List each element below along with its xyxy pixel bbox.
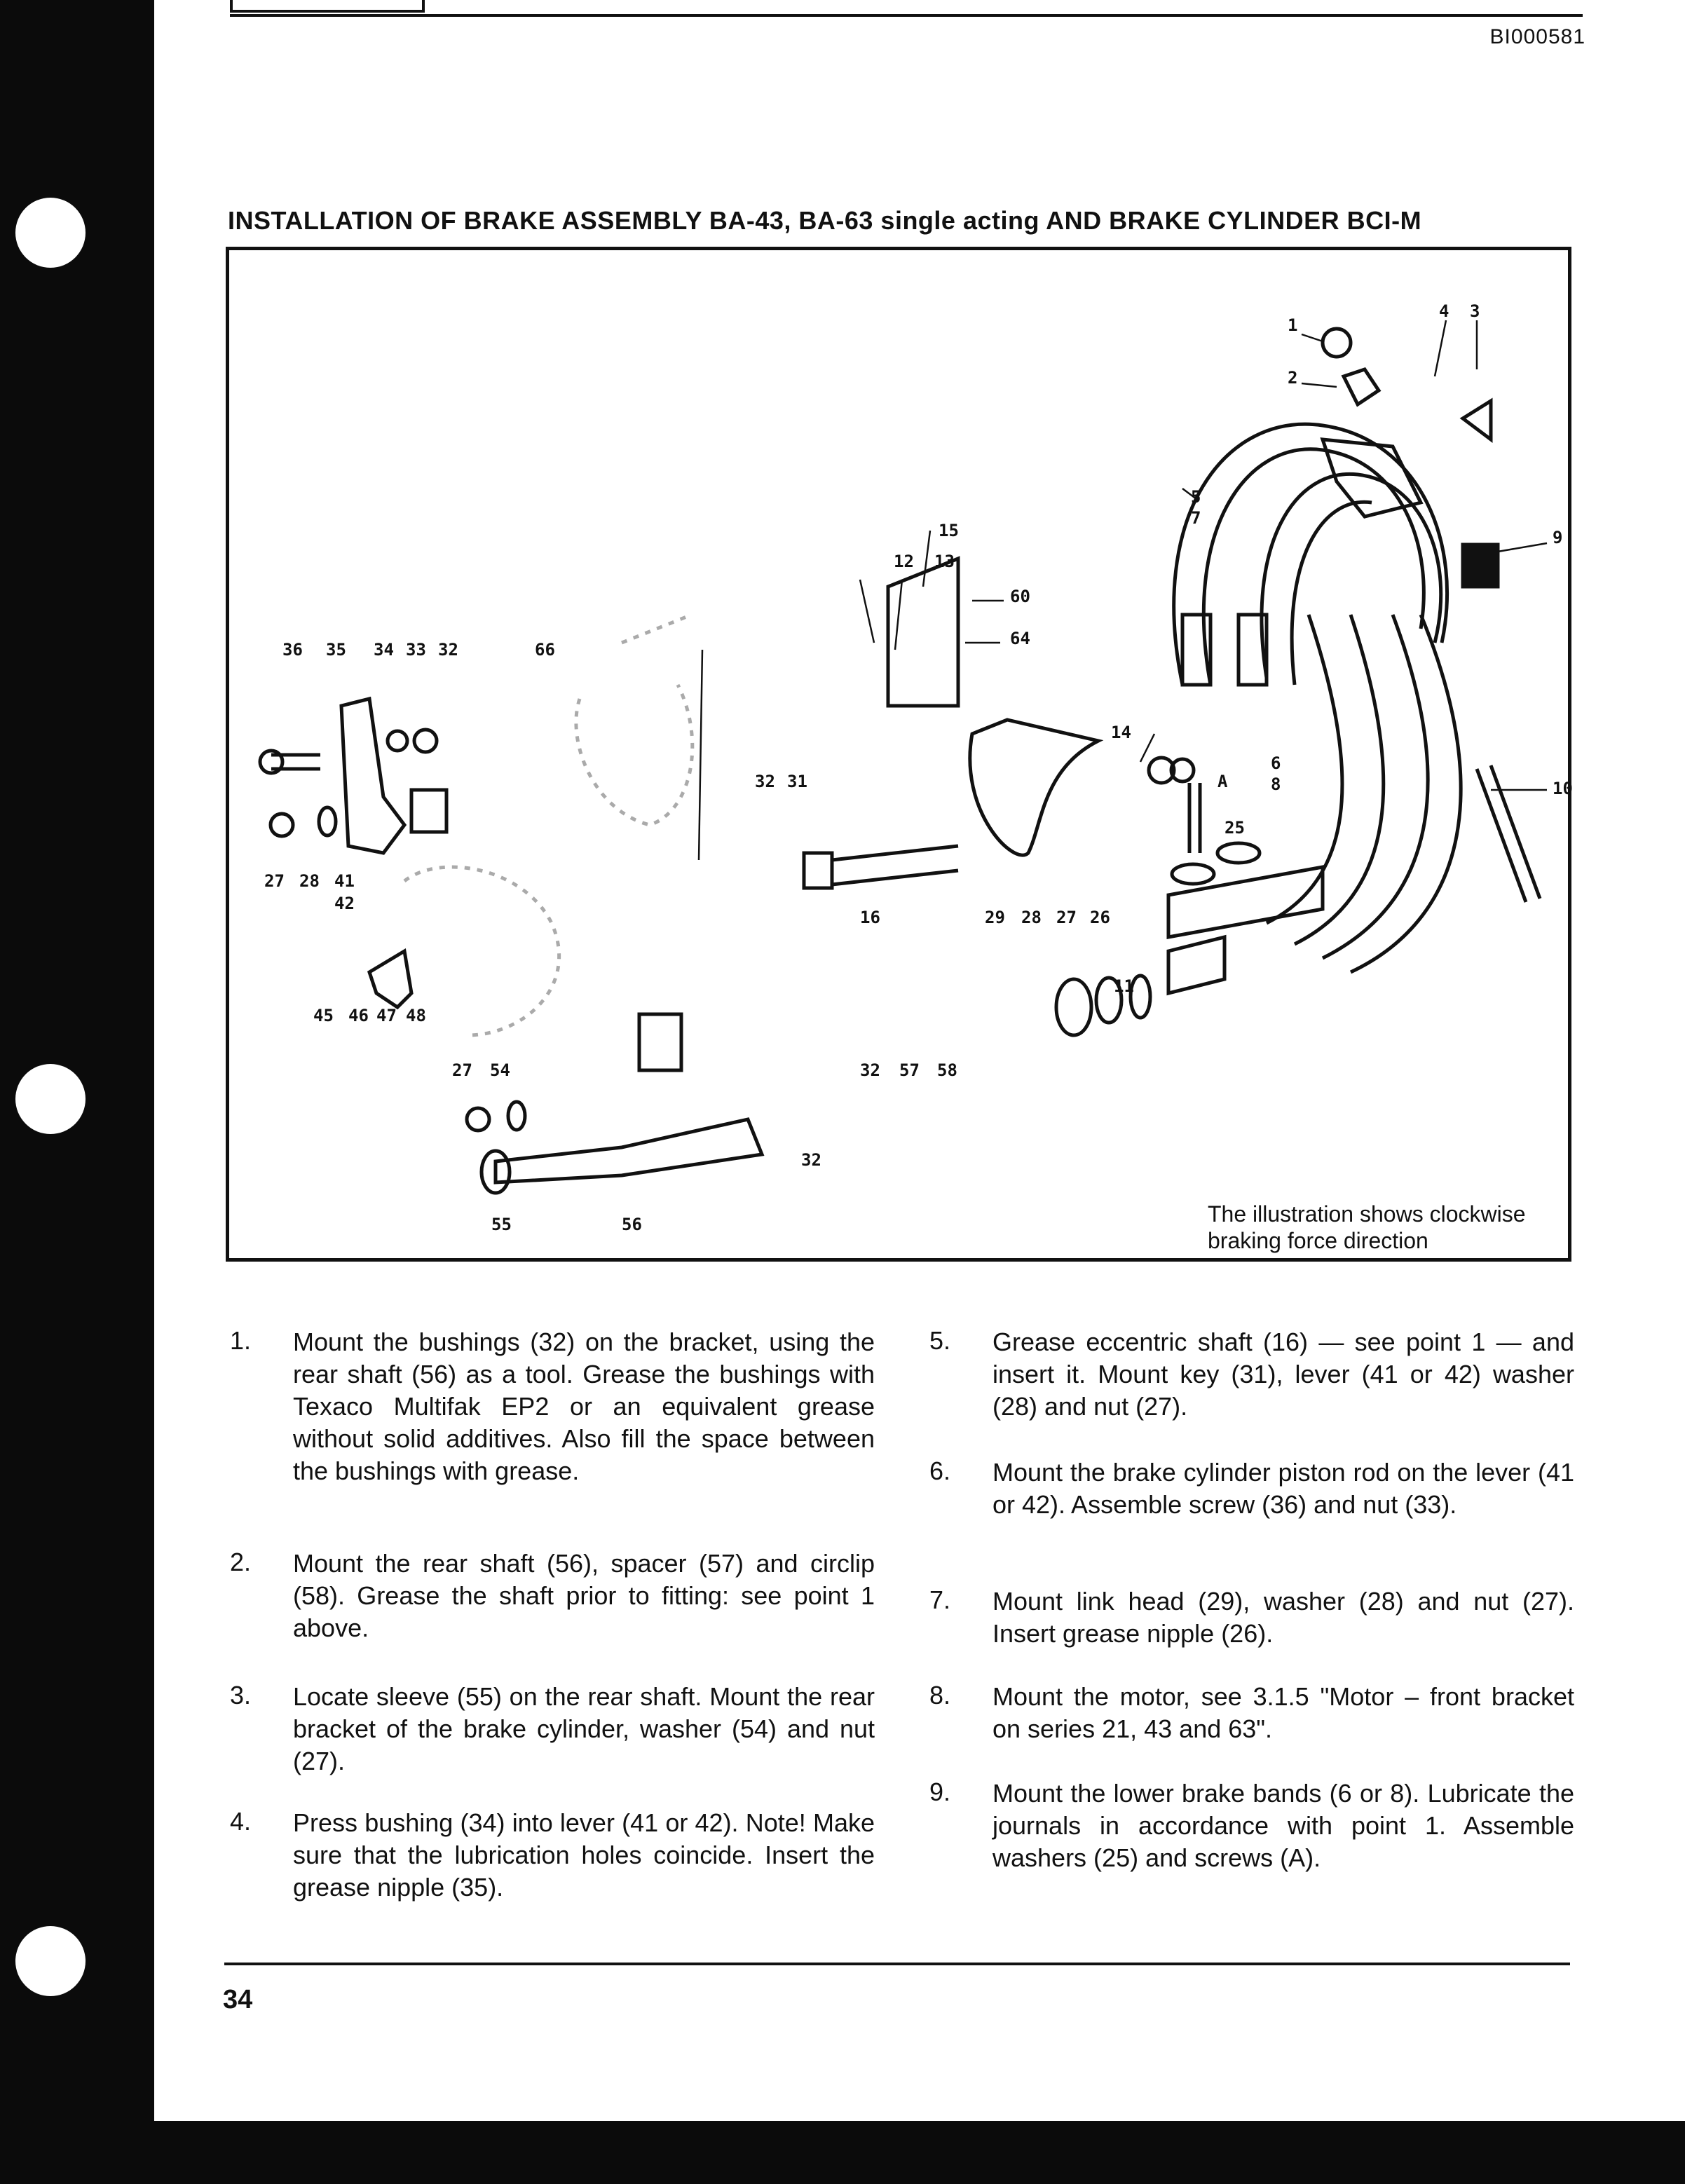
footer-rule — [224, 1963, 1570, 1965]
page-title: INSTALLATION OF BRAKE ASSEMBLY BA-43, BA-63 single acting AND BRAKE CYLINDER BCI-M — [228, 206, 1422, 235]
part-number-label: 27 — [452, 1060, 472, 1080]
step-text: Mount the rear shaft (56), spacer (57) and circlip (58). Grease the shaft prior to fitting: see point 1 above. — [293, 1549, 875, 1642]
part-number-label: 14 — [1111, 723, 1131, 742]
step-text: Locate sleeve (55) on the rear shaft. Mount the rear bracket of the brake cylinder, washer (54) and nut (27). — [293, 1682, 875, 1775]
part-number-label: 48 — [406, 1006, 426, 1025]
part-number-label: 32 — [438, 640, 458, 660]
step-text: Mount the brake cylinder piston rod on the lever (41 or 42). Assemble screw (36) and nut (33). — [992, 1458, 1574, 1519]
part-number-label: 29 — [985, 908, 1005, 927]
part-number-label: 42 — [334, 894, 355, 913]
part-number-label: 33 — [406, 640, 426, 660]
part-number-label: 32 — [755, 772, 775, 791]
part-number-label: 35 — [326, 640, 346, 660]
part-number-label: 55 — [491, 1215, 512, 1234]
step-number: 2. — [230, 1548, 252, 1576]
part-number-label: 32 — [801, 1150, 821, 1170]
step-number: 3. — [230, 1681, 252, 1709]
part-number-label: A — [1217, 772, 1228, 791]
document-id: BI000581 — [1489, 25, 1585, 48]
part-number-label: 47 — [376, 1006, 397, 1025]
part-number-label: 1 — [1288, 315, 1298, 335]
part-number-label: 2 — [1288, 368, 1298, 388]
part-number-label: 6 — [1271, 753, 1281, 773]
part-number-label: 57 — [899, 1060, 920, 1080]
part-number-label: 27 — [264, 871, 285, 891]
part-number-label: 36 — [282, 640, 303, 660]
step-number: 6. — [929, 1456, 951, 1485]
caption-line: braking force direction — [1208, 1228, 1428, 1253]
part-number-label: 11 — [1114, 976, 1134, 996]
part-number-label: 60 — [1010, 587, 1030, 606]
part-number-label: 15 — [939, 521, 959, 540]
part-number-label: 26 — [1090, 908, 1110, 927]
header-tab-box — [230, 0, 425, 13]
part-number-label: 32 — [860, 1060, 880, 1080]
part-number-label: 5 — [1191, 487, 1201, 507]
part-number-label: 10 — [1553, 779, 1573, 798]
part-number-label: 46 — [348, 1006, 369, 1025]
part-number-label: 27 — [1056, 908, 1077, 927]
header-rule — [230, 14, 1583, 17]
part-number-label: 8 — [1271, 774, 1281, 794]
part-number-label: 34 — [374, 640, 394, 660]
diagram-drawing — [229, 250, 1573, 1258]
part-number-label: 9 — [1553, 528, 1563, 547]
exploded-diagram — [226, 247, 1571, 1262]
part-number-label: 4 — [1439, 301, 1449, 321]
part-number-label: 3 — [1470, 301, 1480, 321]
part-number-label: 28 — [299, 871, 320, 891]
step-number: 1. — [230, 1326, 252, 1355]
punch-hole — [15, 1064, 86, 1134]
page-number: 34 — [223, 1985, 253, 2014]
part-number-label: 25 — [1224, 818, 1245, 838]
scan-bottom-edge — [0, 2121, 1685, 2184]
upper-brake-band — [1174, 424, 1447, 685]
step-text: Mount the motor, see 3.1.5 "Motor – front bracket on series 21, 43 and 63". — [992, 1682, 1574, 1743]
part-number-label: 31 — [787, 772, 807, 791]
step-number: 9. — [929, 1777, 951, 1806]
part-number-label: 41 — [334, 871, 355, 891]
part-number-label: 58 — [937, 1060, 957, 1080]
step-number: 5. — [929, 1326, 951, 1355]
punch-hole — [15, 198, 86, 268]
part-number-label: 13 — [934, 552, 955, 571]
part-number-label: 56 — [622, 1215, 642, 1234]
figure-caption — [1208, 1201, 1526, 1254]
step-text: Mount link head (29), washer (28) and nut (27). Insert grease nipple (26). — [992, 1587, 1574, 1648]
step-text: Press bushing (34) into lever (41 or 42). Note! Make sure that the lubrication holes coincide. Insert the grease nipple (35). — [293, 1808, 875, 1902]
part-number-label: 7 — [1191, 508, 1201, 528]
part-number-label: 64 — [1010, 629, 1030, 648]
part-number-label: 54 — [490, 1060, 510, 1080]
part-number-label: 45 — [313, 1006, 334, 1025]
part-number-label: 16 — [860, 908, 880, 927]
step-text: Mount the bushings (32) on the bracket, using the rear shaft (56) as a tool. Grease the bushings with Texaco Multifak EP2 or an equivalent grease without solid additives. Also fill the space between the bushings with grease. — [293, 1328, 875, 1485]
step-text: Mount the lower brake bands (6 or 8). Lubricate the journals in accordance with point 1. Assemble washers (25) and screws (A). — [992, 1779, 1574, 1872]
step-number: 7. — [929, 1585, 951, 1614]
step-number: 4. — [230, 1807, 252, 1836]
part-number-label: 28 — [1021, 908, 1042, 927]
punch-hole — [15, 1926, 86, 1996]
step-number: 8. — [929, 1681, 951, 1709]
step-text: Grease eccentric shaft (16) — see point 1 — and insert it. Mount key (31), lever (41 or 42) washer (28) and nut (27). — [992, 1328, 1574, 1421]
part-number-label: 12 — [894, 552, 914, 571]
part-number-label: 66 — [535, 640, 555, 660]
caption-line: The illustration shows clockwise — [1208, 1201, 1526, 1227]
